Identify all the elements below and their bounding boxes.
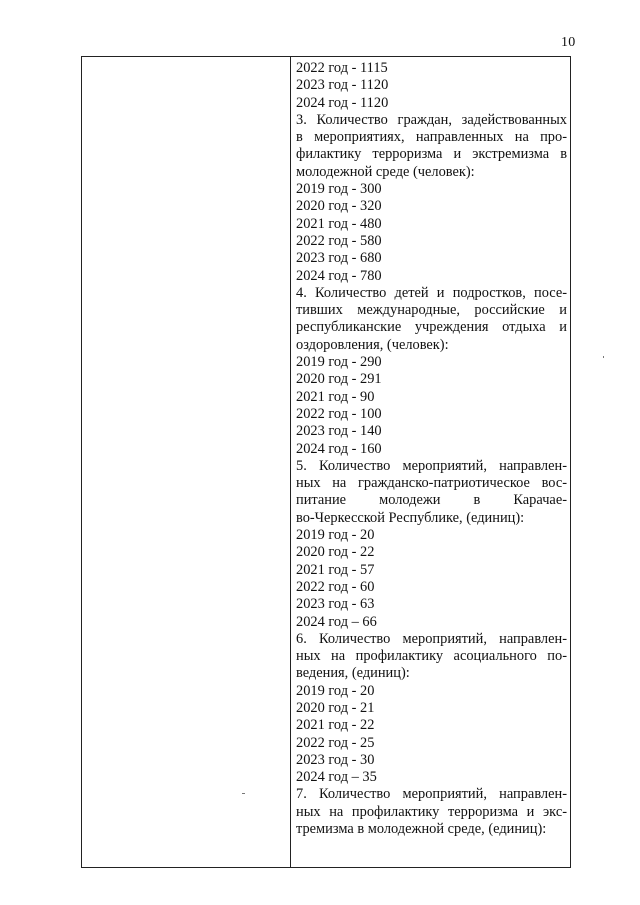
right-cell (296, 60, 567, 838)
year-value-line: 2021 год - 57 (296, 561, 375, 578)
year-values-list (296, 683, 567, 787)
year-value-line: 2024 год – 35 (296, 769, 377, 786)
year-value-line: 2024 год - 780 (296, 267, 382, 284)
paragraph-line: ных на профилактику асоциального по- (296, 648, 567, 665)
year-value-line: 2024 год - 1120 (296, 94, 389, 111)
year-value-line: 2020 год - 291 (296, 371, 382, 388)
year-values-list (296, 527, 567, 631)
year-value-line: 2021 год - 480 (296, 215, 382, 232)
document-table (81, 56, 571, 868)
paragraph-line: ных на гражданско-патриотическое вос- (296, 475, 567, 492)
paragraph-line: республиканские учреждения отдыха и (296, 319, 567, 336)
year-value-line: 2022 год - 25 (296, 734, 375, 751)
year-value-line: 2023 год - 63 (296, 596, 375, 613)
paragraph-line: ных на профилактику терроризма и экс- (296, 803, 567, 820)
paragraph-line: 3. Количество граждан, задействованных (296, 111, 567, 128)
year-value-line: 2020 год - 320 (296, 198, 382, 215)
year-value-line: 2023 год - 140 (296, 423, 382, 440)
year-value-line: 2022 год - 580 (296, 232, 382, 249)
paragraph-line: в мероприятиях, направленных на про- (296, 129, 567, 146)
indicator-paragraph (296, 112, 567, 181)
year-value-line: 2021 год - 90 (296, 388, 375, 405)
year-value-line: 2024 год – 66 (296, 613, 377, 630)
paragraph-line: 7. Количество мероприятий, направлен- (296, 786, 567, 803)
left-cell (82, 57, 290, 867)
year-value-line: 2022 год - 100 (296, 405, 382, 422)
year-value-line: 2019 год - 290 (296, 354, 382, 371)
paragraph-line: оздоровления, (человек): (296, 336, 449, 353)
paragraph-line: во-Черкесской Республике, (единиц): (296, 509, 525, 526)
paragraph-line: 4. Количество детей и подростков, посе- (296, 284, 567, 301)
year-value-line: 2023 год - 680 (296, 250, 382, 267)
year-value-line: 2022 год - 1115 (296, 60, 388, 76)
page-number: 10 (561, 35, 576, 50)
year-value-line: 2022 год - 60 (296, 578, 375, 595)
column-divider (290, 57, 291, 867)
year-values-list (296, 354, 567, 458)
indicator-paragraph (296, 458, 567, 527)
paragraph-line: молодежной среде (человек): (296, 163, 475, 180)
scan-speck (603, 356, 604, 358)
paragraph-line: ведения, (единиц): (296, 665, 410, 682)
year-value-line: 2024 год - 160 (296, 440, 382, 457)
year-value-line: 2019 год - 20 (296, 527, 375, 544)
year-values-list (296, 60, 567, 112)
year-value-line: 2023 год - 30 (296, 751, 375, 768)
paragraph-line: филактику терроризма и экстремизма в (296, 146, 567, 163)
paragraph-line: тивших международные, российские и (296, 302, 567, 319)
year-values-list (296, 181, 567, 285)
scan-speck (242, 793, 245, 794)
paragraph-line: тремизма в молодежной среде, (единиц): (296, 821, 547, 838)
paragraph-line: питание молодежи в Карачае- (296, 492, 567, 509)
year-value-line: 2021 год - 22 (296, 717, 375, 734)
year-value-line: 2020 год - 21 (296, 699, 375, 716)
paragraph-line: 5. Количество мероприятий, направлен- (296, 457, 567, 474)
year-value-line: 2019 год - 300 (296, 181, 382, 198)
indicator-paragraph (296, 786, 567, 838)
year-value-line: 2020 год - 22 (296, 544, 375, 561)
indicator-paragraph (296, 631, 567, 683)
indicator-paragraph (296, 285, 567, 354)
year-value-line: 2023 год - 1120 (296, 77, 389, 94)
year-value-line: 2019 год - 20 (296, 682, 375, 699)
paragraph-line: 6. Количество мероприятий, направлен- (296, 630, 567, 647)
